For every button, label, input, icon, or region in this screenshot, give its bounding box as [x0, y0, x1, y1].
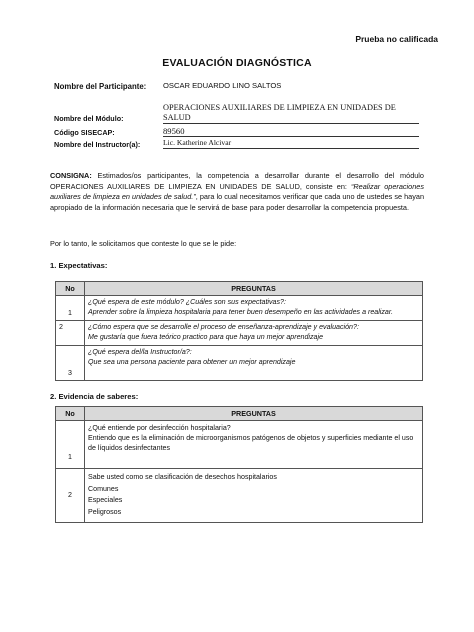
row-number: 2: [56, 469, 85, 523]
table-row: [56, 321, 423, 346]
question-text: ¿Qué espera de este módulo? ¿Cuáles son sus expectativas?:: [88, 298, 286, 306]
consigna-text-2: , consiste en:: [299, 181, 351, 191]
answer-text: Me gustaría que fuera teórico practico para que haya un mejor aprendizaje: [88, 333, 324, 341]
answer-text: Que sea una persona paciente para obtener un mejor aprendizaje: [88, 358, 296, 366]
question-text: Sabe usted como se clasificación de desechos hospitalarios: [88, 473, 277, 481]
code-label: Código SISECAP:: [54, 128, 115, 137]
instructor-value: Lic. Katherine Alcivar: [163, 138, 419, 149]
column-header-no: No: [56, 407, 85, 421]
list-item: Especiales: [88, 496, 123, 504]
consigna-module: OPERACIONES AUXILIARES DE LIMPIEZA EN UNIDADES DE SALUD: [50, 181, 300, 191]
question-cell: [85, 321, 423, 346]
row-number: 1: [56, 421, 85, 469]
answer-text: Aprender sobre la limpieza hospitalaria para tener buen desempeño en las actividades a realizar.: [88, 308, 393, 316]
module-value: [163, 103, 419, 124]
consigna-label: CONSIGNA:: [50, 171, 92, 180]
row-number: 1: [56, 296, 85, 321]
list-item: Comunes: [88, 484, 119, 493]
question-cell: [85, 469, 423, 523]
column-header-questions: PREGUNTAS: [85, 407, 423, 421]
table-row: [56, 296, 423, 321]
question-text: ¿Cómo espera que se desarrolle el proceso de enseñanza-aprendizaje y evaluación?:: [88, 323, 359, 331]
table-row: [56, 346, 423, 381]
knowledge-table: [55, 406, 423, 523]
instructor-label: Nombre del Instructor(a):: [54, 140, 141, 149]
section-expectations-title: 1. Expectativas:: [50, 261, 108, 270]
consigna-quote: “Realizar operaciones auxiliares de limpieza en unidades de salud.”: [50, 181, 424, 201]
consigna-paragraph: [50, 171, 424, 213]
table-header-row: [56, 282, 423, 296]
column-header-no: No: [56, 282, 85, 296]
table-header-row: [56, 407, 423, 421]
participant-label: Nombre del Participante:: [54, 82, 147, 91]
page-title: EVALUACIÓN DIAGNÓSTICA: [162, 57, 312, 69]
column-header-questions: PREGUNTAS: [85, 282, 423, 296]
consigna-text-3: , para lo cual necesitamos verificar que cada uno de ustedes se hayan apropiado de la información necesaria que le servirá de base para poder desarrollar la competencia propuesta.: [50, 192, 425, 212]
question-cell: [85, 296, 423, 321]
section-knowledge-title: 2. Evidencia de saberes:: [50, 392, 139, 401]
consigna-text-1: Estimados/os participantes, la competencia a desarrollar durante el desarrollo del módulo: [91, 171, 424, 180]
row-number: 2: [56, 321, 85, 346]
intro-text: Por lo tanto, le solicitamos que conteste lo que se le pide:: [50, 239, 237, 248]
table-row: [56, 421, 423, 469]
answer-text: Entiendo que es la eliminación de microorganismos patógenos de objetos y superficies mediante el uso de líquidos desinfectantes: [88, 434, 414, 452]
participant-value: OSCAR EDUARDO LINO SALTOS: [163, 81, 282, 90]
expectations-table: [55, 281, 423, 381]
module-value-line-2: SALUD: [163, 113, 191, 122]
module-value-line-1: OPERACIONES AUXILIARES DE LIMPIEZA EN UNIDADES DE: [163, 103, 396, 112]
module-label: Nombre del Módulo:: [54, 114, 124, 123]
question-cell: [85, 346, 423, 381]
code-value: 89560: [163, 126, 419, 137]
question-cell: [85, 421, 423, 469]
ungraded-test-label: Prueba no calificada: [355, 34, 438, 44]
table-row: [56, 469, 423, 523]
row-number: 3: [56, 346, 85, 381]
question-text: ¿Qué espera del/la Instructor/a?:: [88, 348, 192, 356]
question-text: ¿Qué entiende por desinfección hospitalaria?: [88, 424, 231, 432]
list-item: Peligrosos: [88, 507, 122, 516]
